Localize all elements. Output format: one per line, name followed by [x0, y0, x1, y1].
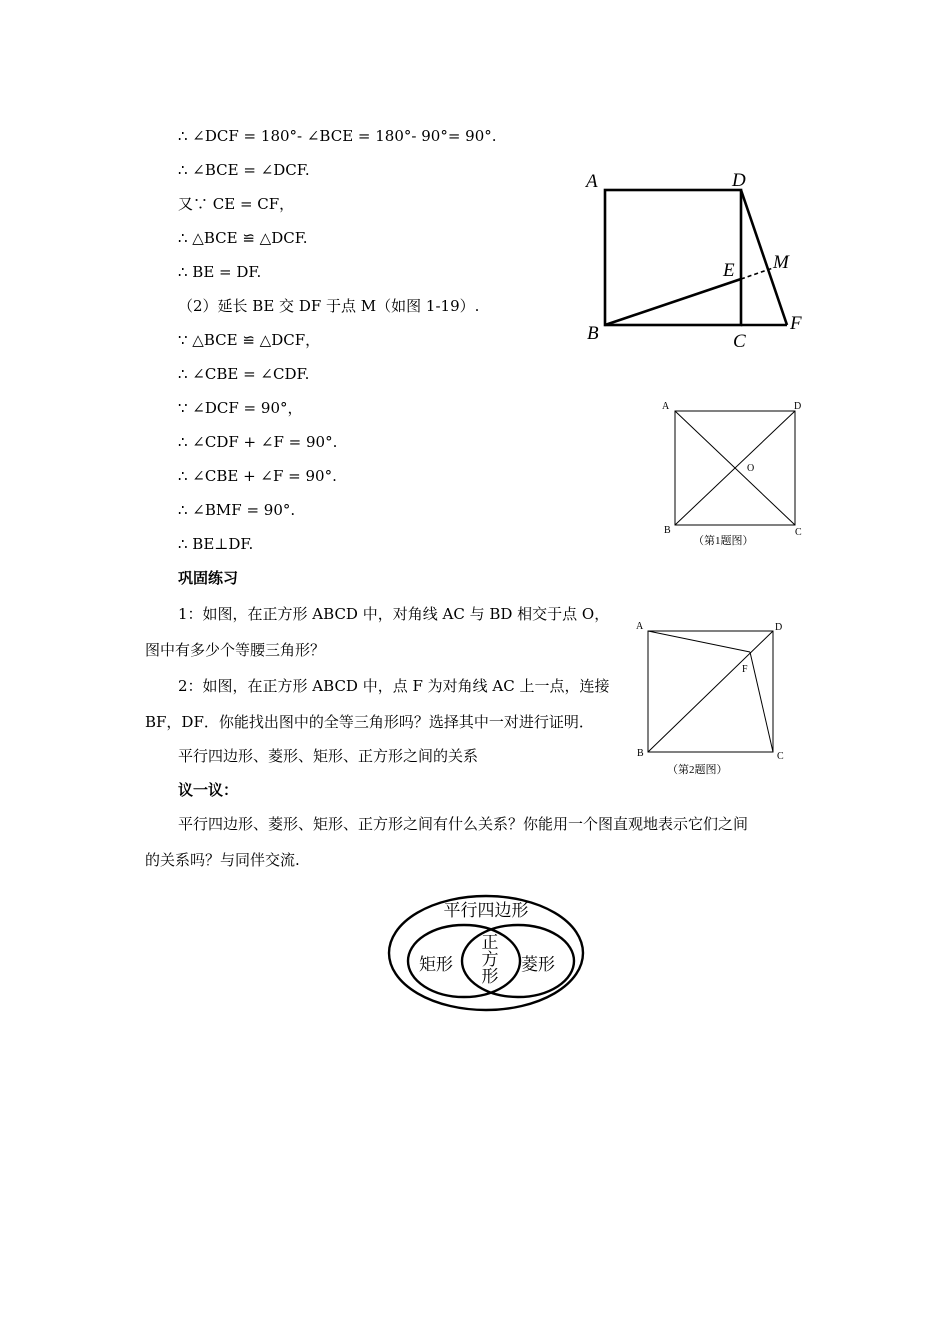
label-d: D — [794, 401, 802, 412]
square-label-char-2: 方 — [481, 950, 499, 969]
question-2-figure-caption: （第2题图） — [667, 764, 728, 776]
label-f: F — [790, 313, 802, 334]
proof-line-5: ∴ BE = DF. — [178, 263, 262, 281]
segment-be — [605, 279, 741, 325]
question-1-figure — [655, 395, 815, 555]
label-o: O — [747, 463, 755, 474]
relation-title: 平行四边形、菱形、矩形、正方形之间的关系 — [178, 747, 479, 765]
proof-line-4: ∴ △BCE ≌ △DCF. — [178, 229, 308, 247]
segment-af — [648, 631, 750, 652]
rhombus-label: 菱形 — [521, 955, 555, 974]
diagonal-bd — [648, 631, 773, 752]
question-1-figure-caption: （第1题图） — [693, 535, 754, 547]
proof-line-8: ∴ ∠CBE = ∠CDF. — [178, 365, 310, 383]
discuss-paragraph-line-2: 的关系吗？与同伴交流. — [145, 851, 300, 869]
proof-line-9: ∵ ∠DCF = 90°， — [178, 399, 303, 417]
quadrilateral-venn-diagram — [380, 888, 592, 1018]
label-c: C — [777, 751, 784, 762]
label-b: B — [637, 748, 644, 759]
proof-line-11: ∴ ∠CBE + ∠F = 90°. — [178, 467, 337, 485]
practice-heading: 巩固练习 — [178, 569, 239, 587]
proof-line-6: （2）延长 BE 交 DF 于点 M（如图 1-19）. — [178, 297, 480, 315]
discuss-paragraph-line-1: 平行四边形、菱形、矩形、正方形之间有什么关系？你能用一个图直观地表示它们之间 — [178, 815, 749, 833]
proof-line-7: ∵ △BCE ≌ △DCF， — [178, 331, 321, 349]
proof-line-3: 又∵ CE = CF， — [178, 195, 295, 213]
question-2-line-2: BF，DF．你能找出图中的全等三角形吗？选择其中一对进行证明． — [145, 713, 594, 731]
label-e: E — [723, 260, 735, 281]
label-a: A — [586, 171, 598, 192]
square-label-char-3: 形 — [481, 967, 499, 986]
question-2-line-1: 2：如图，在正方形 ABCD 中，点 F 为对角线 AC 上一点，连接 — [178, 677, 610, 695]
rhombus-ellipse — [462, 925, 574, 997]
label-b: B — [587, 323, 599, 344]
proof-line-10: ∴ ∠CDF + ∠F = 90°. — [178, 433, 338, 451]
label-m: M — [773, 252, 789, 273]
label-d: D — [775, 622, 783, 633]
parallelogram-label: 平行四边形 — [443, 901, 529, 920]
rectangle-label: 矩形 — [419, 955, 453, 974]
proof-line-2: ∴ ∠BCE = ∠DCF. — [178, 161, 310, 179]
question-1-line-1: 1：如图，在正方形 ABCD 中，对角线 AC 与 BD 相交于点 O， — [178, 605, 610, 623]
proof-line-12: ∴ ∠BMF = 90°. — [178, 501, 296, 519]
label-d: D — [732, 170, 746, 191]
question-2-figure — [630, 615, 800, 780]
label-c: C — [733, 331, 746, 352]
proof-line-1: ∴ ∠DCF = 180°- ∠BCE = 180°- 90°= 90°. — [178, 127, 497, 145]
label-b: B — [664, 525, 671, 536]
segment-fc — [750, 652, 773, 752]
square-label-char-1: 正 — [481, 933, 499, 952]
question-1-line-2: 图中有多少个等腰三角形？ — [145, 641, 326, 659]
discuss-heading: 议一议： — [178, 781, 239, 799]
label-c: C — [795, 527, 802, 538]
label-a: A — [636, 621, 644, 632]
label-a: A — [662, 401, 670, 412]
main-geometry-figure — [580, 165, 810, 355]
proof-line-13: ∴ BE⊥DF. — [178, 535, 254, 553]
label-f: F — [742, 664, 748, 675]
square-abcd — [605, 190, 741, 325]
